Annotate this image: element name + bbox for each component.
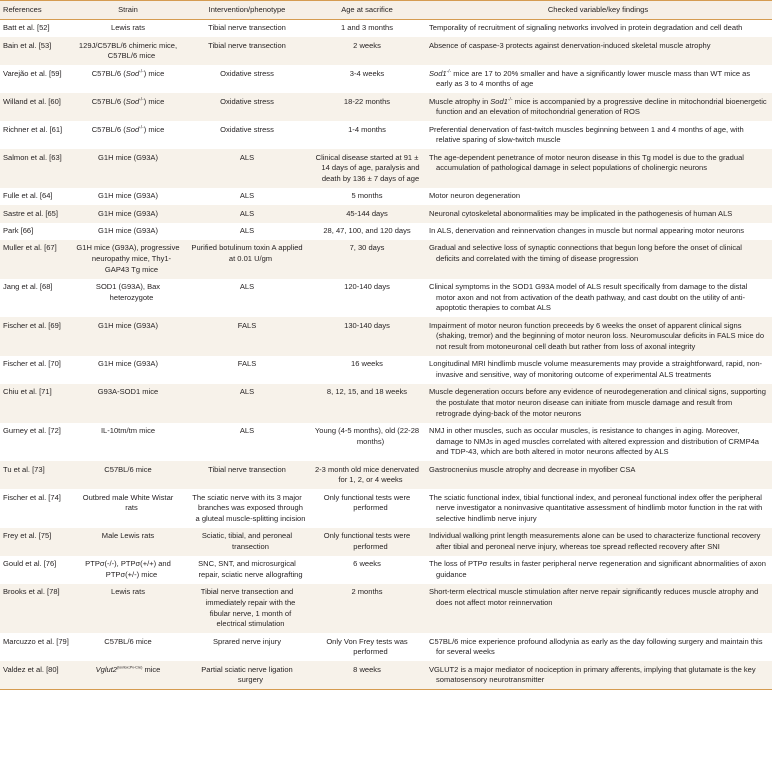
cell-reference: Fischer et al. [74] bbox=[0, 489, 72, 528]
cell-findings: The sciatic functional index, tibial functional index, and peroneal functional index offer the peripheral nerve investigator a noninvasive quantitative assessment of hindlimb motor function in the rat with selective hindlimb nerve injury bbox=[424, 489, 772, 528]
cell-findings: Longitudinal MRI hindlimb muscle volume measurements may provide a straightforward, rapid, non-invasive and sensitive, way of monitoring outcome of experimental ALS treatments bbox=[424, 356, 772, 384]
cell-reference: Valdez et al. [80] bbox=[0, 661, 72, 689]
cell-findings: Muscle degeneration occurs before any evidence of neurodegeneration and clinical signs, supporting the postulate that motor neuron disease can initiate from muscle damage and result from retrograde dying-back of the motor neurons bbox=[424, 384, 772, 423]
cell-reference: Park [66] bbox=[0, 223, 72, 240]
cell-strain: G1H mice (G93A), progressive neuropathy mice, Thy1-GAP43 Tg mice bbox=[72, 240, 184, 279]
cell-age: 1 and 3 months bbox=[310, 20, 424, 38]
column-header-references: References bbox=[0, 1, 72, 20]
cell-strain: G93A-SOD1 mice bbox=[72, 384, 184, 423]
cell-strain: 129J/C57BL/6 chimeric mice, C57BL/6 mice bbox=[72, 37, 184, 65]
cell-age: 18-22 months bbox=[310, 93, 424, 121]
cell-intervention: ALS bbox=[184, 223, 310, 240]
cell-strain: G1H mice (G93A) bbox=[72, 149, 184, 188]
cell-age: Clinical disease started at 91 ± 14 days of age, paralysis and death by 136 ± 7 days of age bbox=[310, 149, 424, 188]
cell-intervention: Tibial nerve transection bbox=[184, 20, 310, 38]
cell-intervention: Oxidative stress bbox=[184, 93, 310, 121]
cell-age: 28, 47, 100, and 120 days bbox=[310, 223, 424, 240]
cell-findings: Clinical symptoms in the SOD1 G93A model of ALS result specifically from damage to the distal motor axon and not from activation of the death pathway, and cast doubt on the utility of anti-apoptotic therapies to combat ALS bbox=[424, 279, 772, 318]
table-row bbox=[0, 317, 772, 356]
header-row bbox=[0, 1, 772, 20]
cell-age: 130-140 days bbox=[310, 317, 424, 356]
cell-reference: Muller et al. [67] bbox=[0, 240, 72, 279]
cell-intervention: Sciatic, tibial, and peroneal transection bbox=[184, 528, 310, 556]
table-row bbox=[0, 584, 772, 633]
cell-age: 8, 12, 15, and 18 weeks bbox=[310, 384, 424, 423]
table-row bbox=[0, 489, 772, 528]
cell-intervention: Oxidative stress bbox=[184, 65, 310, 93]
table-row bbox=[0, 65, 772, 93]
cell-intervention: ALS bbox=[184, 149, 310, 188]
cell-strain: SOD1 (G93A), Bax heterozygote bbox=[72, 279, 184, 318]
cell-strain: Lewis rats bbox=[72, 20, 184, 38]
cell-strain: G1H mice (G93A) bbox=[72, 223, 184, 240]
cell-age: 1-4 months bbox=[310, 121, 424, 149]
cell-reference: Richner et al. [61] bbox=[0, 121, 72, 149]
cell-findings: NMJ in other muscles, such as occular muscles, is resistance to changes in aging. Moreover, damage to NMJs in aged muscles correlated with altered expression and distribution of CRMP4a and TDP-43, which are both altered in motor neurons affected by ALS bbox=[424, 423, 772, 462]
cell-findings: C57BL/6 mice experience profound allodynia as early as the day following surgery and maintain this for several weeks bbox=[424, 633, 772, 661]
table-row bbox=[0, 633, 772, 661]
cell-age: 2-3 month old mice denervated for 1, 2, or 4 weeks bbox=[310, 461, 424, 489]
cell-reference: Fulle et al. [64] bbox=[0, 188, 72, 205]
cell-age: 2 weeks bbox=[310, 37, 424, 65]
cell-intervention: ALS bbox=[184, 279, 310, 318]
cell-reference: Sastre et al. [65] bbox=[0, 205, 72, 222]
cell-reference: Gould et al. [76] bbox=[0, 556, 72, 584]
cell-reference: Salmon et al. [63] bbox=[0, 149, 72, 188]
cell-strain: G1H mice (G93A) bbox=[72, 188, 184, 205]
cell-findings: Sod1-/- mice are 17 to 20% smaller and have a significantly lower muscle mass than WT mice as early as 3 to 4 months of age bbox=[424, 65, 772, 93]
cell-reference: Fischer et al. [70] bbox=[0, 356, 72, 384]
cell-reference: Brooks et al. [78] bbox=[0, 584, 72, 633]
cell-reference: Varejão et al. [59] bbox=[0, 65, 72, 93]
cell-strain: C57BL/6 (Sod-/-) mice bbox=[72, 121, 184, 149]
cell-findings: Gastrocnenius muscle atrophy and decrease in myofiber CSA bbox=[424, 461, 772, 489]
cell-intervention: Sprared nerve injury bbox=[184, 633, 310, 661]
column-header-findings: Checked variable/key findings bbox=[424, 1, 772, 20]
cell-intervention: FALS bbox=[184, 317, 310, 356]
cell-findings: The loss of PTPσ results in faster peripheral nerve regeneration and significant abnormalities of axon guidance bbox=[424, 556, 772, 584]
cell-age: Only Von Frey tests was performed bbox=[310, 633, 424, 661]
cell-strain: Male Lewis rats bbox=[72, 528, 184, 556]
cell-findings: The age-dependent penetrance of motor neuron disease in this Tg model is due to the gradual accumulation of pathological damage in select populations of cholinergic neurons bbox=[424, 149, 772, 188]
cell-reference: Batt et al. [52] bbox=[0, 20, 72, 38]
table-row bbox=[0, 384, 772, 423]
cell-findings: Neuronal cytoskeletal abonormalities may be implicated in the pathogenesis of human ALS bbox=[424, 205, 772, 222]
cell-strain: C57BL/6 mice bbox=[72, 461, 184, 489]
cell-findings: Impairment of motor neuron function preceeds by 6 weeks the onset of apparent clinical signs (shaking, tremor) and the beginning of motor neuron loss. Neuromuscular deficits in FALS mice do not result from motoneuronal cell death but rather from loss of axonal integrity bbox=[424, 317, 772, 356]
table-row bbox=[0, 423, 772, 462]
cell-age: 7, 30 days bbox=[310, 240, 424, 279]
cell-intervention: Purified botulinum toxin A applied at 0.01 U/gm bbox=[184, 240, 310, 279]
cell-age: Young (4-5 months), old (22-28 months) bbox=[310, 423, 424, 462]
cell-strain: C57BL/6 mice bbox=[72, 633, 184, 661]
table-row bbox=[0, 20, 772, 38]
cell-findings: Short-term electrical muscle stimulation after nerve repair significantly reduces muscle atrophy and does not affect motor reinnervation bbox=[424, 584, 772, 633]
table-row bbox=[0, 188, 772, 205]
cell-findings: Muscle atrophy in Sod1-/- mice is accompanied by a progressive decline in mitochondrial bioenergetic function and an elevation of mitochondrial generation of ROS bbox=[424, 93, 772, 121]
cell-findings: Gradual and selective loss of synaptic connections that begun long before the onset of clinical deficits and correlated with the timing of disease progression bbox=[424, 240, 772, 279]
cell-intervention: Tibial nerve transection bbox=[184, 461, 310, 489]
table-row bbox=[0, 356, 772, 384]
cell-findings: Preferential denervation of fast-twitch muscles beginning between 1 and 4 months of age, with relative sparing of slow-twitch muscle bbox=[424, 121, 772, 149]
cell-reference: Fischer et al. [69] bbox=[0, 317, 72, 356]
cell-findings: Absence of caspase-3 protects against denervation-induced skeletal muscle atrophy bbox=[424, 37, 772, 65]
cell-intervention: SNC, SNT, and microsurgical repair, sciatic nerve allografting bbox=[184, 556, 310, 584]
cell-intervention: ALS bbox=[184, 205, 310, 222]
table-row bbox=[0, 240, 772, 279]
cell-reference: Gurney et al. [72] bbox=[0, 423, 72, 462]
cell-intervention: ALS bbox=[184, 384, 310, 423]
cell-intervention: Oxidative stress bbox=[184, 121, 310, 149]
cell-strain: G1H mice (G93A) bbox=[72, 205, 184, 222]
cell-findings: Individual walking print length measurements alone can be used to characterize functional recovery after tibial and peroneal nerve injury, whereas toe spread reflected recovery after SNI bbox=[424, 528, 772, 556]
cell-reference: Marcuzzo et al. [79] bbox=[0, 633, 72, 661]
cell-strain: Outbred male White Wistar rats bbox=[72, 489, 184, 528]
cell-intervention: Partial sciatic nerve ligation surgery bbox=[184, 661, 310, 689]
cell-age: Only functional tests were performed bbox=[310, 528, 424, 556]
cell-strain: IL-10tm/tm mice bbox=[72, 423, 184, 462]
table-row bbox=[0, 205, 772, 222]
cell-strain: G1H mice (G93A) bbox=[72, 356, 184, 384]
table-row bbox=[0, 121, 772, 149]
cell-intervention: ALS bbox=[184, 423, 310, 462]
cell-strain: Lewis rats bbox=[72, 584, 184, 633]
table-header bbox=[0, 1, 772, 20]
table-row bbox=[0, 528, 772, 556]
table-row bbox=[0, 93, 772, 121]
column-header-strain: Strain bbox=[72, 1, 184, 20]
table-row bbox=[0, 149, 772, 188]
cell-intervention: Tibial nerve transection and immediately repair with the fibular nerve, 1 month of electrical stimulation bbox=[184, 584, 310, 633]
table-row bbox=[0, 279, 772, 318]
cell-findings: Motor neuron degeneration bbox=[424, 188, 772, 205]
cell-age: Only functional tests were performed bbox=[310, 489, 424, 528]
cell-reference: Frey et al. [75] bbox=[0, 528, 72, 556]
table-row bbox=[0, 223, 772, 240]
column-header-age: Age at sacrifice bbox=[310, 1, 424, 20]
cell-age: 16 weeks bbox=[310, 356, 424, 384]
column-header-intervention: Intervention/phenotype bbox=[184, 1, 310, 20]
table-body bbox=[0, 20, 772, 690]
table-row bbox=[0, 37, 772, 65]
cell-age: 6 weeks bbox=[310, 556, 424, 584]
cell-strain: PTPσ(-/-), PTPσ(+/+) and PTPσ(+/-) mice bbox=[72, 556, 184, 584]
cell-reference: Bain et al. [53] bbox=[0, 37, 72, 65]
cell-reference: Jang et al. [68] bbox=[0, 279, 72, 318]
cell-strain: G1H mice (G93A) bbox=[72, 317, 184, 356]
cell-strain: C57BL/6 (Sod-/-) mice bbox=[72, 93, 184, 121]
cell-reference: Chiu et al. [71] bbox=[0, 384, 72, 423]
cell-age: 5 months bbox=[310, 188, 424, 205]
cell-findings: Temporality of recruitment of signaling networks involved in protein degradation and cell death bbox=[424, 20, 772, 38]
cell-age: 45-144 days bbox=[310, 205, 424, 222]
table-row bbox=[0, 661, 772, 689]
cell-age: 120-140 days bbox=[310, 279, 424, 318]
cell-intervention: ALS bbox=[184, 188, 310, 205]
cell-strain: $Vglut2^{(lox/lox;Pv-Cre)}$ mice bbox=[72, 661, 184, 689]
table-row bbox=[0, 461, 772, 489]
cell-intervention: The sciatic nerve with its 3 major branches was exposed through a gluteal muscle-splitting incision bbox=[184, 489, 310, 528]
cell-age: 8 weeks bbox=[310, 661, 424, 689]
cell-age: 2 months bbox=[310, 584, 424, 633]
cell-reference: Willand et al. [60] bbox=[0, 93, 72, 121]
cell-reference: Tu et al. [73] bbox=[0, 461, 72, 489]
cell-findings: VGLUT2 is a major mediator of nociception in primary afferents, implying that glutamate is the key somatosensory neurotransmitter bbox=[424, 661, 772, 689]
cell-findings: In ALS, denervation and reinnervation changes in muscle but normal appearing motor neurons bbox=[424, 223, 772, 240]
cell-strain: C57BL/6 (Sod-/-) mice bbox=[72, 65, 184, 93]
cell-intervention: Tibial nerve transection bbox=[184, 37, 310, 65]
cell-intervention: FALS bbox=[184, 356, 310, 384]
table-row bbox=[0, 556, 772, 584]
cell-age: 3-4 weeks bbox=[310, 65, 424, 93]
